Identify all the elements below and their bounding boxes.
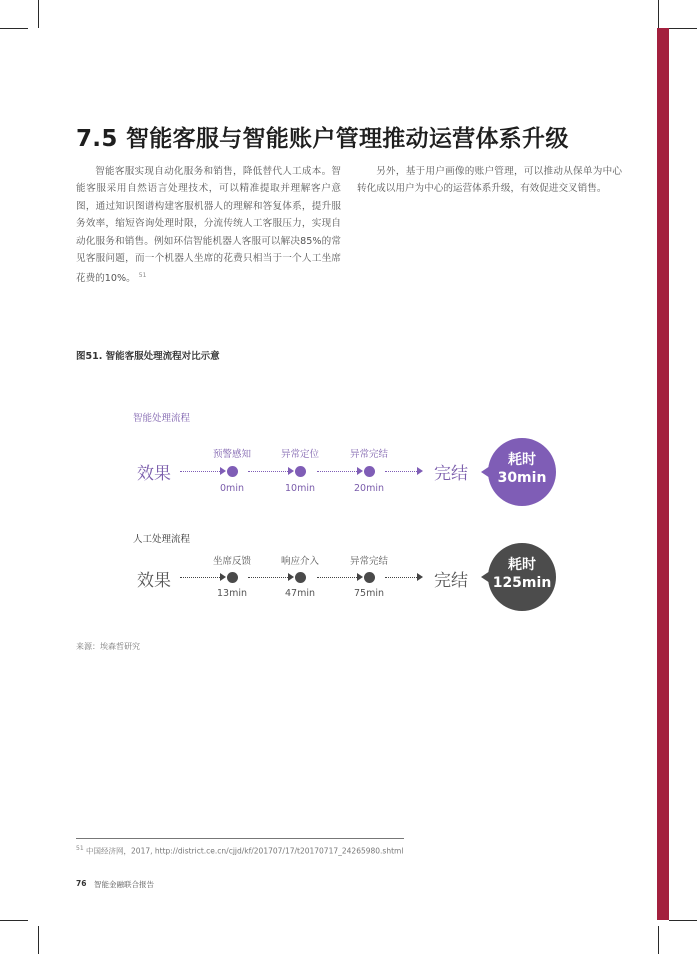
smart-step-name: 异常完结 bbox=[349, 449, 389, 460]
manual-step-dot bbox=[295, 572, 306, 583]
smart-step-name: 异常定位 bbox=[280, 449, 320, 460]
page-number: 76 bbox=[76, 879, 87, 888]
crop-mark bbox=[658, 0, 659, 28]
smart-step-time: 10min bbox=[284, 483, 316, 494]
body-paragraph: 另外，基于用户画像的账户管理，可以推动从保单为中心转化成以用户为中心的运营体系升级，有效促进交叉销售。 bbox=[357, 166, 622, 195]
figure-title: 图51. 智能客服处理流程对比示意 bbox=[76, 351, 220, 362]
manual-total-time-bubble bbox=[488, 543, 556, 611]
crop-mark bbox=[658, 926, 659, 954]
page-edge-accent-bar bbox=[657, 28, 669, 920]
smart-step-dot bbox=[227, 466, 238, 477]
crop-mark bbox=[38, 0, 39, 28]
flow-arrow bbox=[180, 573, 226, 581]
smart-flow-label: 智能处理流程 bbox=[133, 413, 191, 424]
footnote-marker: 51 bbox=[76, 845, 84, 852]
manual-total-label: 耗时 bbox=[508, 557, 536, 573]
smart-step-dot bbox=[295, 466, 306, 477]
figure-source: 来源：埃森哲研究 bbox=[76, 642, 140, 651]
crop-mark bbox=[0, 920, 28, 921]
flow-arrow bbox=[317, 573, 363, 581]
smart-step-time: 20min bbox=[353, 483, 385, 494]
footnote bbox=[76, 845, 403, 857]
body-column-right bbox=[357, 163, 622, 198]
manual-step-name: 坐席反馈 bbox=[212, 556, 252, 567]
footnote-reference[interactable]: 51 bbox=[138, 272, 147, 280]
crop-mark bbox=[669, 920, 697, 921]
flow-arrow bbox=[248, 467, 294, 475]
footnote-text[interactable]: 中国经济网，2017, http://district.ce.cn/cjjd/kf/201707/17/t20170717_24265980.shtml bbox=[86, 846, 404, 856]
footnote-divider bbox=[76, 838, 404, 839]
smart-step-dot bbox=[364, 466, 375, 477]
crop-mark bbox=[38, 926, 39, 954]
flow-arrow bbox=[180, 467, 226, 475]
crop-mark bbox=[669, 28, 697, 29]
manual-flow-end: 完结 bbox=[434, 571, 468, 591]
flow-arrow bbox=[248, 573, 294, 581]
flow-arrow bbox=[385, 573, 423, 581]
manual-step-time: 13min bbox=[216, 588, 248, 599]
manual-step-dot bbox=[364, 572, 375, 583]
smart-step-time: 0min bbox=[220, 483, 244, 494]
flow-arrow bbox=[385, 467, 423, 475]
manual-flow-label: 人工处理流程 bbox=[133, 534, 191, 545]
smart-flow-end: 完结 bbox=[434, 464, 468, 484]
body-column-left bbox=[76, 163, 341, 288]
manual-step-name: 响应介入 bbox=[280, 556, 320, 567]
manual-flow-start: 效果 bbox=[137, 571, 171, 591]
manual-step-name: 异常完结 bbox=[349, 556, 389, 567]
manual-total-value: 125min bbox=[492, 575, 552, 591]
smart-flow-start: 效果 bbox=[137, 464, 171, 484]
manual-step-time: 47min bbox=[284, 588, 316, 599]
smart-total-label: 耗时 bbox=[508, 452, 536, 468]
manual-step-dot bbox=[227, 572, 238, 583]
flow-arrow bbox=[317, 467, 363, 475]
manual-step-time: 75min bbox=[353, 588, 385, 599]
report-name: 智能金融联合报告 bbox=[94, 880, 154, 889]
section-title: 7.5 智能客服与智能账户管理推动运营体系升级 bbox=[76, 126, 569, 152]
smart-total-time-bubble bbox=[488, 438, 556, 506]
smart-step-name: 预警感知 bbox=[212, 449, 252, 460]
crop-mark bbox=[0, 28, 28, 29]
paragraph-text: 智能客服实现自动化服务和销售，降低替代人工成本。智能客服采用自然语言处理技术，可以精准提取并理解客户意图，通过知识图谱构建客服机器人的理解和答复体系，提升服务效率，缩短咨询处理时限，分流传统人工客服压力，实现自动化服务和销售。例如环信智能机器人客服可以解决85%的常见客服问题，而一个机器人坐席的花费只相当于一个人工坐席花费的10%。 bbox=[76, 166, 341, 285]
smart-total-value: 30min bbox=[497, 470, 547, 486]
body-paragraph bbox=[76, 163, 341, 288]
